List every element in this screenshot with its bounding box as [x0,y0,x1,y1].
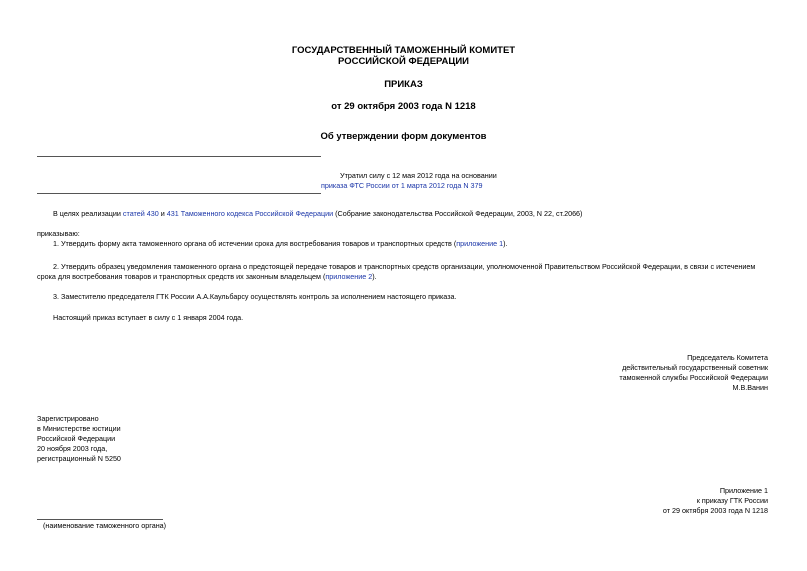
link-article-430[interactable]: статей 430 [122,209,159,218]
preamble-pre: В целях реализации [53,209,123,218]
signature-line1: Председатель Комитета [687,353,768,362]
org-name-line1: ГОСУДАРСТВЕННЫЙ ТАМОЖЕННЫЙ КОМИТЕТ [291,45,516,56]
registration-line4: 20 ноября 2003 года, [37,444,108,453]
registration-line2: в Министерстве юстиции [37,424,121,433]
signature-block [619,353,768,393]
appendix-line3: от 29 октября 2003 года N 1218 [662,506,768,515]
item-2-text: срока для востребования товаров и транспортных средств их законным владельцем ( [37,272,326,281]
preamble-mid: и [158,209,167,218]
item-1 [53,239,508,248]
signature-line4: М.В.Ванин [732,383,768,392]
divider-bottom [37,193,321,194]
form-field-caption: (наименование таможенного органа) [43,521,167,530]
registration-line1: Зарегистрировано [37,414,99,423]
status-text: Утратил силу с 12 мая 2012 года на основании [340,171,497,180]
link-appendix-1[interactable]: приложение 1 [456,239,504,248]
registration-line3: Российской Федерации [37,434,116,443]
item-3: 3. Заместителю председателя ГТК России А.А.Каульбарсу осуществлять контроль за исполнением настоящего приказа. [53,292,457,301]
appendix-line2: к приказу ГТК России [696,496,768,505]
appendix-line1: Приложение 1 [719,486,768,495]
doc-type: ПРИКАЗ [384,79,423,90]
appendix-header [663,486,768,516]
item-1-end: ). [503,239,508,248]
doc-date-number: от 29 октября 2003 года N 1218 [331,101,476,112]
divider-top [37,156,321,157]
item-2-end: ). [372,272,377,281]
org-name-line2: РОССИЙСКОЙ ФЕДЕРАЦИИ [337,56,469,67]
order-word: приказываю: [37,229,80,238]
signature-line3: таможенной службы Российской Федерации [619,373,768,382]
item-2-line2 [37,272,377,281]
item-1-text: 1. Утвердить форму акта таможенного органа об истечении срока для востребования товаров и транспортных средств ( [53,239,457,248]
preamble-post: (Собрание законодательства Российской Федерации, 2003, N 22, ст.2066) [333,209,583,218]
item-4: Настоящий приказ вступает в силу с 1 января 2004 года. [53,313,244,322]
repeal-order-link[interactable]: приказа ФТС России от 1 марта 2012 года N 379 [321,181,483,190]
registration-line5: регистрационный N 5250 [37,454,121,463]
preamble [53,209,582,218]
link-customs-code[interactable]: 431 Таможенного кодекса Российской Федерации [166,209,334,218]
form-field-line [37,519,163,520]
item-2-line1: 2. Утвердить образец уведомления таможенного органа о предстоящей передаче товаров и транспортных средств организации, уполномоченной Правительством Российской Федерации, в связи с истечением [53,262,756,271]
signature-line2: действительный государственный советник [622,363,768,372]
registration-block [37,414,121,464]
page-title: Об утверждении форм документов [320,131,487,142]
link-appendix-2[interactable]: приложение 2 [325,272,373,281]
